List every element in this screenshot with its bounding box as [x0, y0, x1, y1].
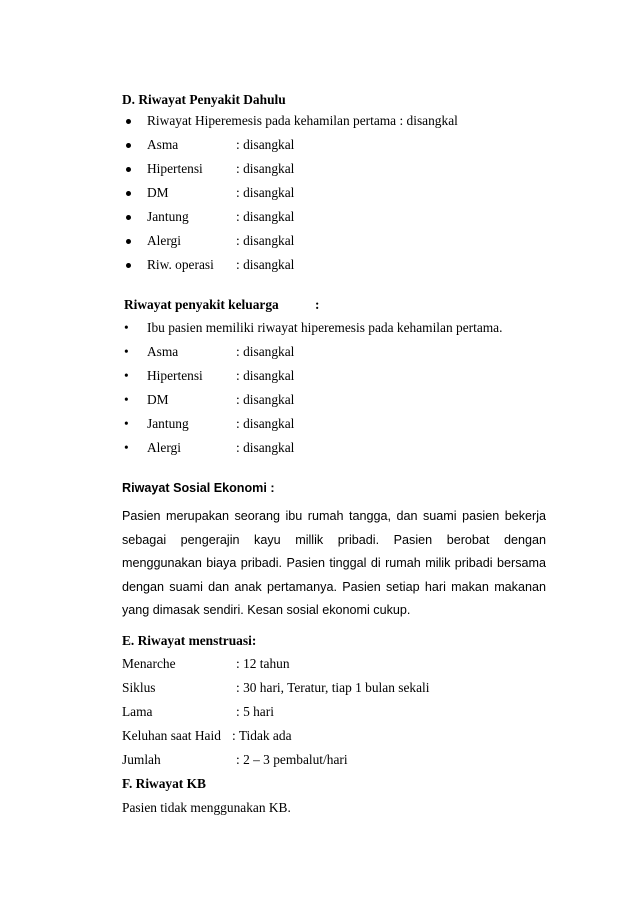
menstruation-value: : Tidak ada [232, 728, 292, 743]
bullet-glyph: • [124, 368, 129, 383]
list-item-label: Hipertensi [147, 161, 203, 176]
section-d-heading: D. Riwayat Penyakit Dahulu [122, 92, 286, 107]
list-item-value: : disangkal [236, 440, 295, 455]
list-item-label: Hipertensi [147, 368, 203, 383]
list-item-label: DM [147, 392, 169, 407]
menstruation-label: Siklus [122, 680, 156, 695]
list-item-value: : disangkal [236, 368, 295, 383]
menstruation-value: : 30 hari, Teratur, tiap 1 bulan sekali [236, 680, 430, 695]
menstruation-label: Lama [122, 704, 153, 719]
list-item-value: : disangkal [236, 233, 295, 248]
list-item-value: : disangkal [236, 416, 295, 431]
bullet-glyph: • [124, 440, 129, 455]
menstruation-label: Menarche [122, 656, 176, 671]
list-item-value: : disangkal [236, 185, 295, 200]
list-item-value: : disangkal [236, 257, 295, 272]
list-item-value: : disangkal [236, 392, 295, 407]
bullet-glyph: • [124, 344, 129, 359]
menstruation-value: : 2 – 3 pembalut/hari [236, 752, 348, 767]
socioeconomic-paragraph: Pasien merupakan seorang ibu rumah tangga, dan suami pasien bekerja sebagai pengerajin kayu millik pribadi. Pasien berobat dengan menggunakan biaya pribadi. Pasien tinggal di rumah milik pribadi bersama dengan suami dan anak pertamanya. Pasien setiap hari makan makanan yang dimasak sendiri. Kesan sosial ekonomi cukup. [122, 509, 546, 617]
list-item-label: Ibu pasien memiliki riwayat hiperemesis pada kehamilan pertama. [147, 320, 503, 335]
list-item-label: Alergi [147, 440, 181, 455]
list-item-label: Riwayat Hiperemesis pada kehamilan pertama : disangkal [147, 113, 458, 128]
list-item-label: Alergi [147, 233, 181, 248]
bullet-icon [126, 167, 131, 172]
menstruation-value: : 5 hari [236, 704, 274, 719]
bullet-icon [126, 143, 131, 148]
bullet-glyph: • [124, 392, 129, 407]
list-item-label: Riw. operasi [147, 257, 214, 272]
list-item-label: Asma [147, 344, 179, 359]
menstruation-label: Jumlah [122, 752, 161, 767]
list-item-value: : disangkal [236, 209, 295, 224]
list-item-label: Jantung [147, 416, 189, 431]
bullet-icon [126, 215, 131, 220]
list-item-value: : disangkal [236, 137, 295, 152]
list-item-label: Jantung [147, 209, 189, 224]
list-item-value: : disangkal [236, 161, 295, 176]
menstruation-label: Keluhan saat Haid [122, 728, 221, 743]
list-item-value: : disangkal [236, 344, 295, 359]
bullet-icon [126, 263, 131, 268]
section-f-text: Pasien tidak menggunakan KB. [122, 800, 291, 815]
bullet-icon [126, 239, 131, 244]
bullet-glyph: • [124, 320, 129, 335]
section-e-heading: E. Riwayat menstruasi: [122, 633, 257, 648]
bullet-icon [126, 191, 131, 196]
section-f-heading: F. Riwayat KB [122, 776, 206, 791]
family-history-colon: : [315, 297, 320, 312]
bullet-icon [126, 119, 131, 124]
family-history-heading: Riwayat penyakit keluarga [124, 297, 279, 312]
list-item-label: DM [147, 185, 169, 200]
list-item-label: Asma [147, 137, 179, 152]
menstruation-value: : 12 tahun [236, 656, 290, 671]
socioeconomic-heading: Riwayat Sosial Ekonomi : [122, 481, 275, 495]
bullet-glyph: • [124, 416, 129, 431]
